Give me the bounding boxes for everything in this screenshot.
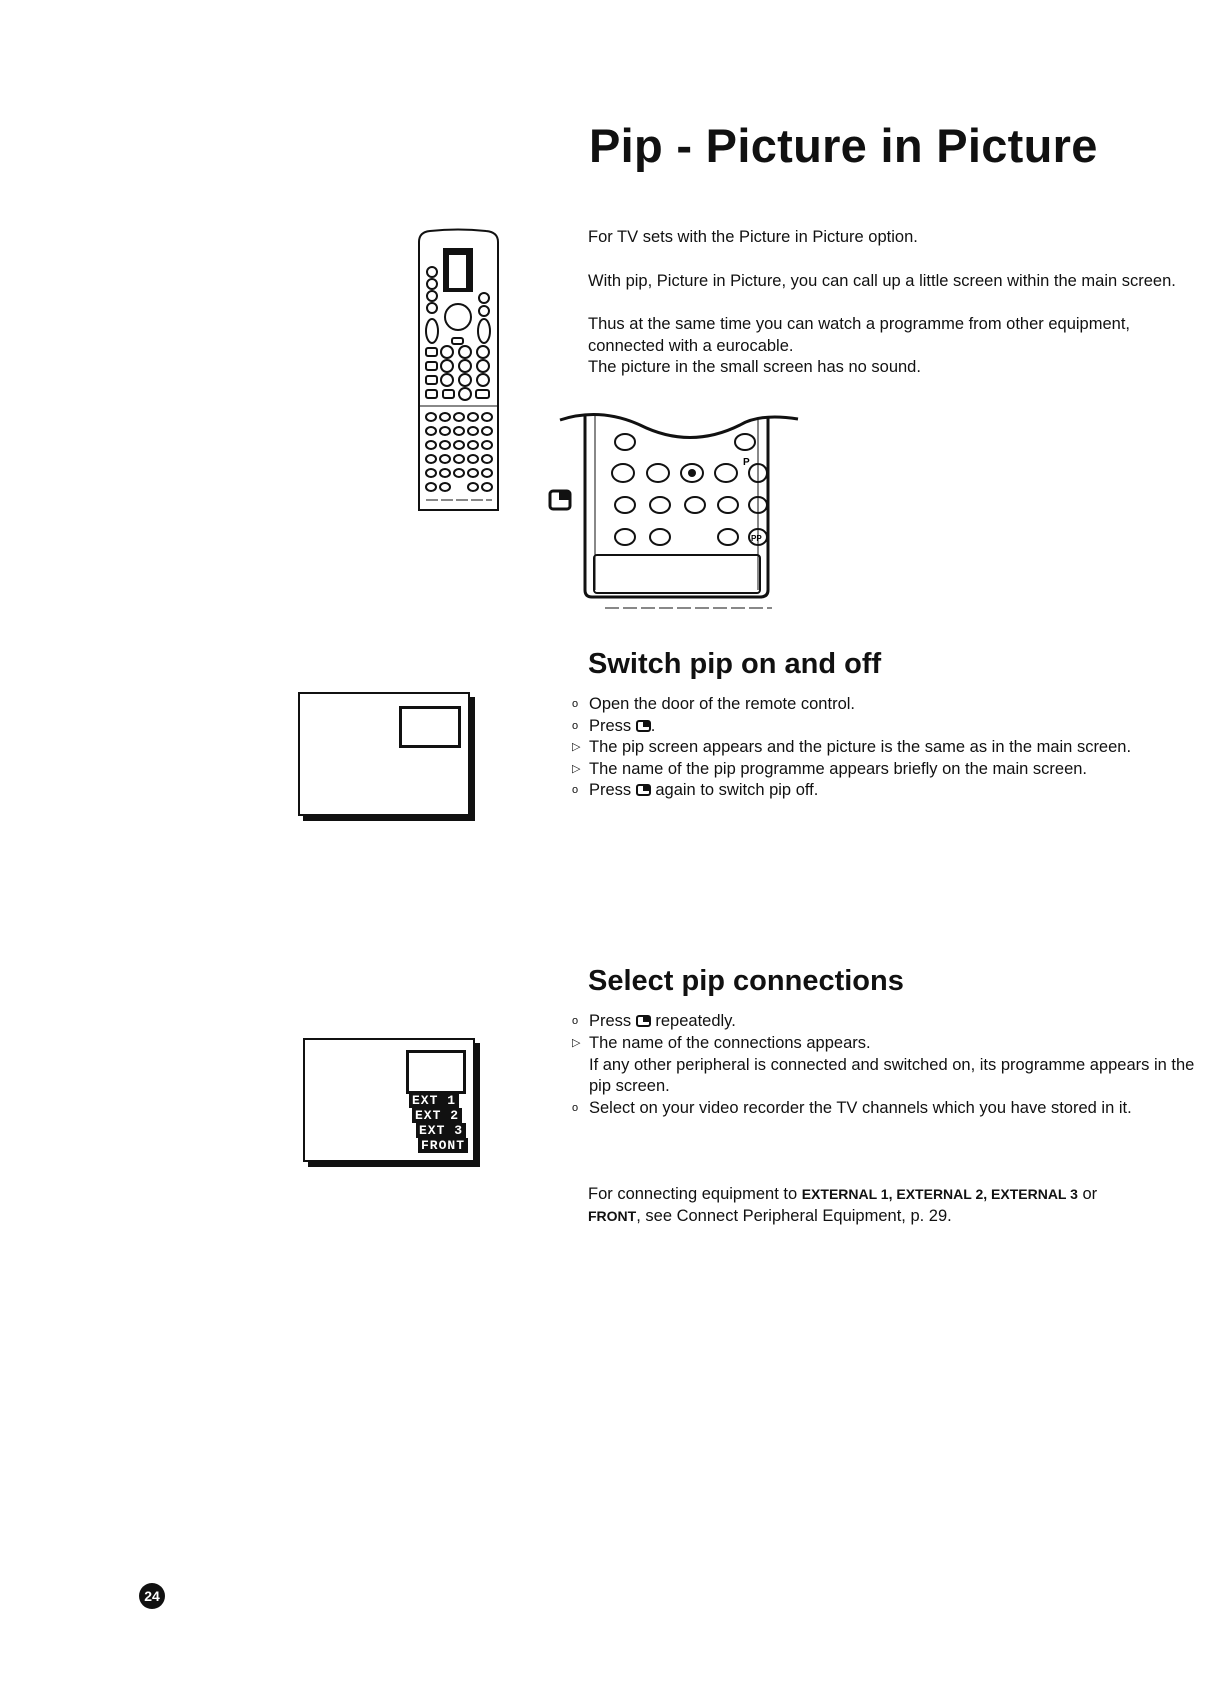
pip-label-front: FRONT	[418, 1138, 468, 1153]
p-key-label: P	[743, 457, 750, 468]
pip-label-ext1: EXT 1	[409, 1093, 459, 1108]
footer-note: For connecting equipment to EXTERNAL 1, EXTERNAL 2, EXTERNAL 3 or FRONT, see Connect Peripheral Equipment, p. 29.	[588, 1185, 1098, 1225]
tv-screen-illustration	[298, 692, 470, 816]
pip-label-ext2: EXT 2	[412, 1108, 462, 1123]
pip-window	[406, 1050, 466, 1094]
intro-paragraph-2: Thus at the same time you can watch a programme from other equipment, connected with a eurocable.	[588, 315, 1131, 355]
pip-key-icon	[636, 720, 651, 732]
manual-page: Pip - Picture in Picture For TV sets with the Picture in Picture option. With pip, Picture in Picture, you can call up a little screen within the main screen. Thus at the same time you can watch a programme from other equipment, connected with a eurocable. The picture in the small screen has no sound. P PP Switch pip on and off o Open the door of the remote control. o Press . ▷ The pip screen appears and the picture is the same as in the main screen. ▷ The name of the pip programme appears briefly on the main screen. o Press again to switch pip off. EXT 1 EXT 2 EXT 3 FRONT Select pip connections o Press repeatedly. ▷ The name of the connections appears. If any other peripheral is connected and switched on, its programme appears in the pip screen. o Select on your video recorder the TV channels which you have stored in it. For connecting equipment to EXTERNAL 1, EXTERNAL 2, EXTERNAL 3 or FRONT, see Connect Peripheral Equipment, p. 29. 24	[0, 0, 1221, 1704]
remote-control-illustration	[416, 228, 502, 512]
section-heading-switch: Switch pip on and off	[588, 648, 882, 680]
intro-line: For TV sets with the Picture in Picture option.	[588, 228, 918, 246]
section-heading-select: Select pip connections	[588, 965, 904, 997]
remote-closeup-illustration	[540, 405, 805, 615]
pip-window	[399, 706, 461, 748]
pp-key-label: PP	[751, 534, 762, 543]
tv-screen-connections-illustration	[303, 1038, 475, 1162]
pip-key-icon	[636, 784, 651, 796]
page-number: 24	[139, 1583, 165, 1609]
intro-paragraph-3: The picture in the small screen has no sound.	[588, 358, 921, 376]
pip-label-ext3: EXT 3	[416, 1123, 466, 1138]
intro-paragraph: With pip, Picture in Picture, you can call up a little screen within the main screen.	[588, 272, 1176, 290]
page-title: Pip - Picture in Picture	[589, 119, 1098, 172]
pip-key-icon	[636, 1015, 651, 1027]
